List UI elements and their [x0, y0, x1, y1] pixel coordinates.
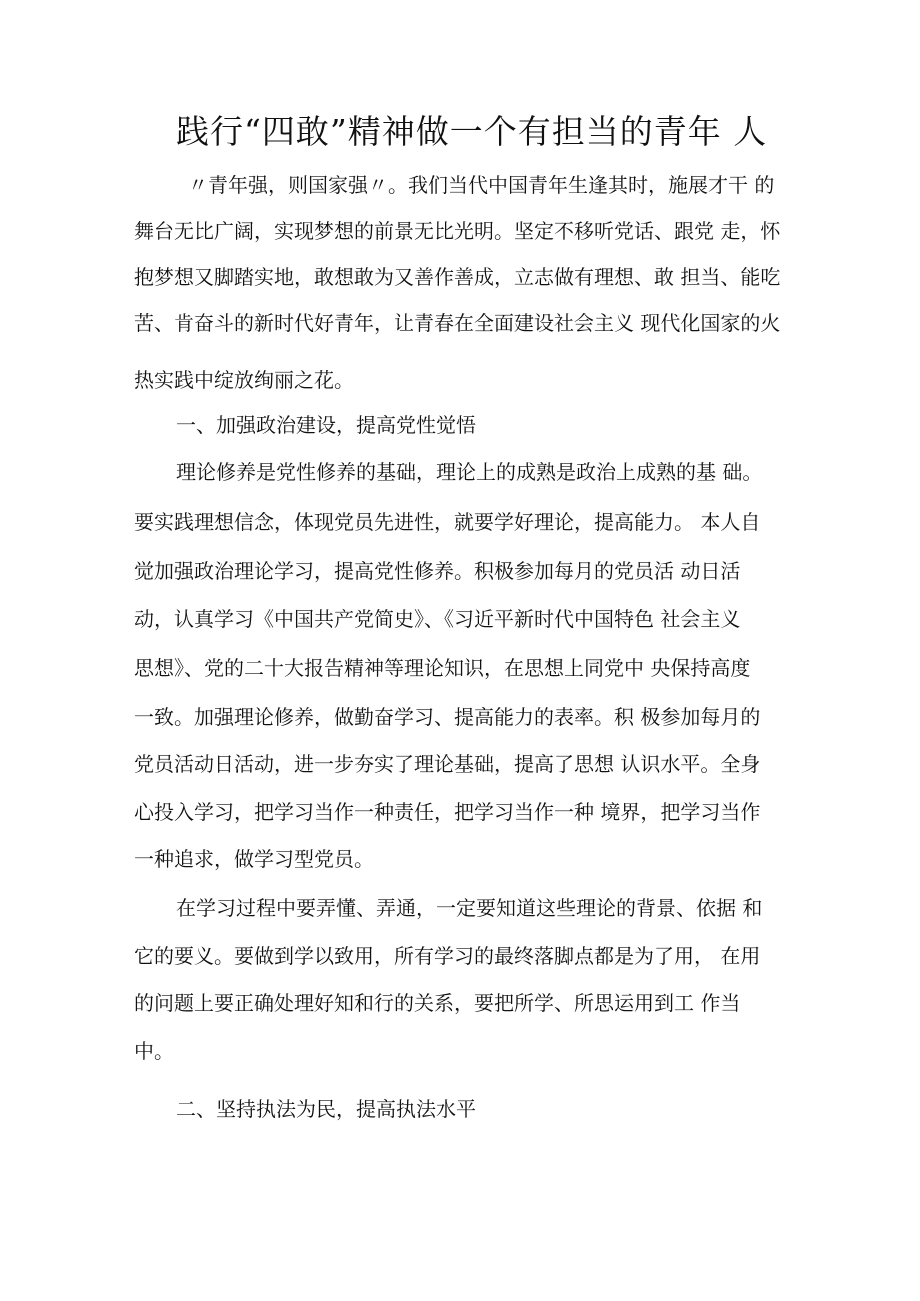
section1-para1-line-5: 思想》、党的二十大报告精神等理论知识，在思想上同党中 央保持高度 [134, 656, 751, 680]
section1-para1-line-9: 一种追求，做学习型党员。 [134, 847, 374, 871]
section1-heading: 一、加强政治建设，提高党性觉悟 [176, 413, 476, 437]
section1-para1-line-7: 党员活动日活动，进一步夯实了理论基础，提高了思想 认识水平。全身 [134, 752, 761, 776]
document-title: 践行“四敢”精神做一个有担当的青年 人 [176, 112, 768, 151]
intro-line-4: 苦、肯奋斗的新时代好青年，让青春在全面建设社会主义 现代化国家的火 [134, 311, 781, 335]
section1-para1-line-2: 要实践理想信念，体现党员先进性，就要学好理论，提高能力。 本人自 [134, 510, 761, 534]
section1-para2-line-1: 在学习过程中要弄懂、弄通，一定要知道这些理论的背景、依据 和 [176, 896, 763, 920]
section1-para1-line-1: 理论修养是党性修养的基础，理论上的成熟是政治上成熟的基 础。 [176, 460, 763, 484]
section1-para1-line-8: 心投入学习，把学习当作一种责任，把学习当作一种 境界，把学习当作 [134, 800, 761, 824]
section1-para2-line-4: 中。 [134, 1039, 174, 1063]
intro-line-2: 舞台无比广阔，实现梦想的前景无比光明。坚定不移听党话、跟党 走，怀 [134, 219, 781, 243]
section1-para1-line-6: 一致。加强理论修养，做勤奋学习、提高能力的表率。积 极参加每月的 [134, 705, 761, 729]
section1-para1-line-3: 觉加强政治理论学习，提高党性修养。积极参加每月的党员活 动日活 [134, 559, 741, 583]
section1-para1-line-4: 动，认真学习《中国共产党简史》、《习近平新时代中国特色 社会主义 [134, 607, 741, 631]
intro-line-3: 抱梦想又脚踏实地，敢想敢为又善作善成，立志做有理想、敢 担当、能吃 [134, 265, 781, 289]
section1-para2-line-2: 它的要义。要做到学以致用，所有学习的最终落脚点都是为了用， 在用 [134, 944, 761, 968]
intro-line-5: 热实践中绽放绚丽之花。 [134, 368, 354, 392]
section2-heading: 二、坚持执法为民，提高执法水平 [176, 1097, 476, 1121]
section1-para2-line-3: 的问题上要正确处理好知和行的关系，要把所学、所思运用到工 作当 [134, 991, 741, 1015]
intro-line-1: 〃青年强，则国家强〃。我们当代中国青年生逢其时，施展才干 的 [188, 173, 775, 197]
